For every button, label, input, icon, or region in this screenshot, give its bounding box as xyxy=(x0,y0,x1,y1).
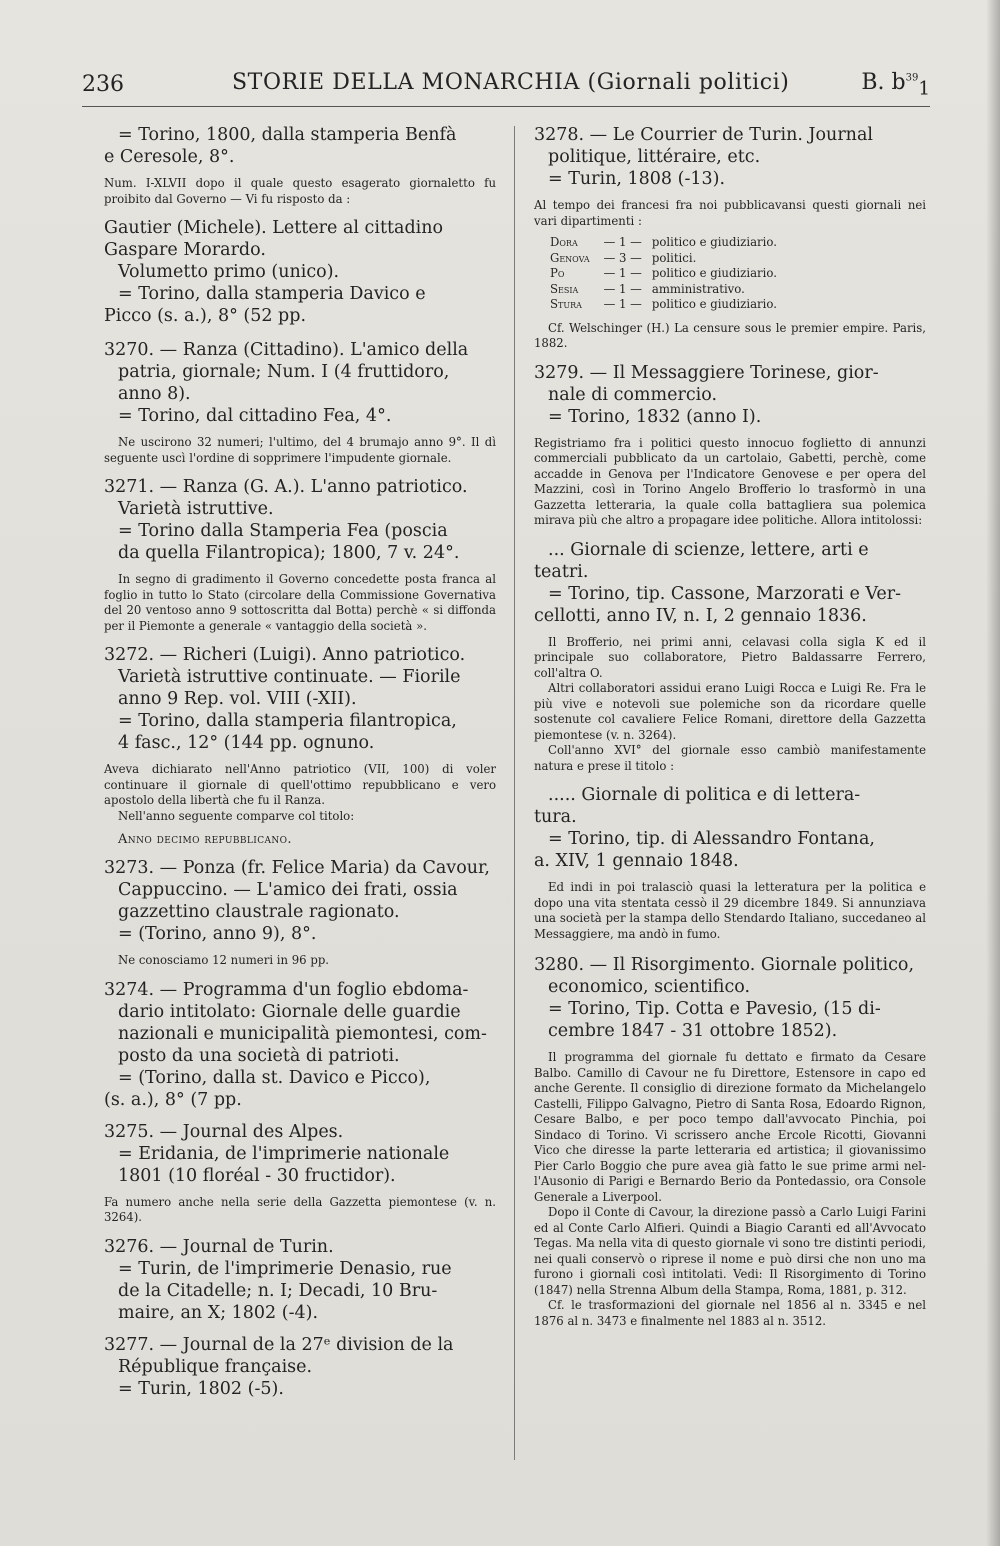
imprint-line: = Torino, Tip. Cotta e Pavesio, (15 di- xyxy=(548,999,881,1019)
note: Al tempo dei francesi fra noi pubblicavansi questi giornali nei vari dipartimenti : xyxy=(534,198,926,228)
entry-line: teatri. xyxy=(534,561,589,582)
signature-superscript: 39 xyxy=(905,72,919,84)
note: Nell'anno seguente comparve col titolo: xyxy=(118,808,355,823)
entry-heading: 3274. — Programma d'un foglio ebdoma- xyxy=(104,979,469,1000)
entry-3275 xyxy=(104,1121,496,1187)
entry-heading: 3275. — Journal des Alpes. xyxy=(104,1121,344,1142)
entry-line: politique, littéraire, etc. xyxy=(548,147,761,167)
department-name: Genova xyxy=(550,250,590,265)
entry-gautier xyxy=(104,217,496,327)
entry-heading: 3276. — Journal de Turin. xyxy=(104,1236,334,1257)
entry-heading: 3271. — Ranza (G. A.). L'anno patriotico. xyxy=(104,477,468,497)
imprint-line: a. XIV, 1 gennaio 1848. xyxy=(534,851,739,871)
entry-3274 xyxy=(104,979,496,1111)
imprint-line: = Torino, dalla stamperia filantropica, xyxy=(118,711,457,731)
imprint-line: = (Torino, dalla st. Davico e Picco), xyxy=(118,1067,431,1088)
entry-heading: 3279. — Il Messaggiere Torinese, gior- xyxy=(534,362,879,383)
note: Il programma del giornale fu dettato e firmato da Cesare Balbo. Camillo di Cavour ne fu Direttore, Estensore in capo ed anche Gerente. Il consiglio di direzione formato da Michelangelo Castelli, Filippo Galvagno, Pietro di Santa Rosa, Edoardo Rignon, Cesare Balbo, e per poco tempo dall'avvocato Pinchia, poi Sindaco di Torino. Vi scrissero anche Ercole Ricotti, Giovanni Vico che diresse la parte letteraria ed artistica; il giovanissimo Pier Carlo Boggio che pure avea già fatto le sue prime armi nel-l'Ausonio di Parigi e Bernardo Berio da Pontedassio, ora Console Generale a Liverpool. xyxy=(534,1050,926,1204)
department-name: Dora xyxy=(550,235,578,249)
entry-3279-sub2 xyxy=(534,784,926,872)
entry-3280 xyxy=(534,954,926,1042)
department-kind: politico e giudiziario. xyxy=(651,266,777,280)
entry-line: ..... Giornale di politica e di lettera- xyxy=(548,785,861,805)
department-row xyxy=(550,251,781,267)
department-row xyxy=(550,235,781,251)
note: Ne conosciamo 12 numeri in 96 pp. xyxy=(118,953,330,967)
entry-3273 xyxy=(104,857,496,945)
entry-line: nale di commercio. xyxy=(548,384,718,405)
entry-heading: 3280. — Il Risorgimento. Giornale politico, xyxy=(534,955,915,975)
header-rule xyxy=(82,106,930,107)
entry-3276 xyxy=(104,1236,496,1324)
entry-line: patria, giornale; Num. I (4 fruttidoro, xyxy=(118,362,450,382)
department-name: Stura xyxy=(550,297,582,311)
imprint-line: cembre 1847 - 31 ottobre 1852). xyxy=(548,1021,838,1041)
subtitle: Anno decimo repubblicano. xyxy=(118,832,292,847)
entry-line: Varietà istruttive continuate. — Fiorile xyxy=(118,667,461,687)
right-column xyxy=(534,124,926,1329)
note: In segno di gradimento il Governo concedette posta franca al foglio in tutto lo Stato (circolare della Commissione Governativa del 20 ventoso anno 9 sottoscritta dal Botta) perchè « si diffonda per il Piemonte a generale « vantaggio della società ». xyxy=(104,572,496,633)
imprint-line: = Torino, tip. di Alessandro Fontana, xyxy=(548,829,875,849)
department-kind: politico e giudiziario. xyxy=(651,297,777,311)
department-kind: politici. xyxy=(651,250,697,265)
imprint-line: = Torino, tip. Cassone, Marzorati e Ver- xyxy=(548,583,902,604)
note-cf: Cf. Welschinger (H.) La censure sous le premier empire. Paris, 1882. xyxy=(534,320,926,350)
imprint-line: = Turin, de l'imprimerie Denasio, rue xyxy=(118,1258,452,1279)
entry-line: anno 8). xyxy=(118,384,191,404)
imprint-line: = Torino, 1800, dalla stamperia Benfà xyxy=(118,125,457,145)
entry-line: Gautier (Michele). Lettere al cittadino xyxy=(104,218,444,238)
entry-3270 xyxy=(104,339,496,427)
imprint-line: (s. a.), 8° (7 pp. xyxy=(104,1089,242,1110)
note: Cf. le trasformazioni del giornale nel 1856 al n. 3345 e nel 1876 al n. 3473 e finalmente nel 1883 al n. 3512. xyxy=(534,1298,926,1328)
imprint-line: 1801 (10 floréal - 30 fructidor). xyxy=(118,1165,396,1186)
entry-line: Varietà istruttive. xyxy=(118,499,274,519)
entry-3277 xyxy=(104,1334,496,1400)
note: Ed indi in poi tralasciò quasi la letteratura per la politica e dopo una vita stentata cessò il 29 dicembre 1849. Si annunziava una società per la stampa dello Stendardo Italiano, succedaneo al Messaggiere, ma andò in fumo. xyxy=(534,880,926,941)
entry-heading: 3277. — Journal de la 27ᵉ division de la xyxy=(104,1334,454,1355)
department-count: — 1 — xyxy=(603,281,642,296)
entry-heading: 3270. — Ranza (Cittadino). L'amico della xyxy=(104,340,469,360)
page-edge-shadow xyxy=(986,0,1000,1546)
imprint-line: = Torino, dal cittadino Fea, 4°. xyxy=(118,406,392,426)
running-header xyxy=(82,68,930,102)
imprint-line: de la Citadelle; n. I; Decadi, 10 Bru- xyxy=(118,1280,438,1301)
entry-line: economico, scientifico. xyxy=(548,977,751,997)
note: Coll'anno XVI° del giornale esso cambiò manifestamente natura e prese il titolo : xyxy=(534,743,926,773)
signature-subscript: 1 xyxy=(918,78,930,100)
department-name: Sesia xyxy=(550,281,579,296)
entry-line: gazzettino claustrale ragionato. xyxy=(118,902,400,922)
entry-line: nazionali e municipalità piemontesi, com- xyxy=(118,1023,487,1044)
imprint-line: = (Torino, anno 9), 8°. xyxy=(118,924,317,944)
note: Aveva dichiarato nell'Anno patriotico (VII, 100) di voler continuare il giornale di quell'ottimo repubblicano e vero apostolo della libertà che fu il Ranza. xyxy=(104,762,496,807)
entry-heading: 3272. — Richeri (Luigi). Anno patriotico. xyxy=(104,645,466,665)
entry-heading: 3273. — Ponza (fr. Felice Maria) da Cavour, xyxy=(104,858,490,878)
department-name: Po xyxy=(550,266,565,280)
entry-line: tura. xyxy=(534,807,577,827)
department-row xyxy=(550,297,781,313)
department-table xyxy=(550,235,781,313)
entry-line: anno 9 Rep. vol. VIII (-XII). xyxy=(118,689,357,709)
note: Registriamo fra i politici questo innocuo foglietto di annunzi commerciali pubblicato da un cartolaio, Gabetti, perchè, come accadde in Genova per l'Indicatore Genovese e per opera del Mazzini, così in Torino Angelo Brofferio lo trasformò in una Gazzetta letteraria, la quale colla battagliera sua polemica mirava più che altro a propagare idee politiche. Allora intitolossi: xyxy=(534,435,926,527)
entry-heading: 3278. — Le Courrier de Turin. Journal xyxy=(534,125,873,145)
signature-text: B. b xyxy=(861,70,906,95)
imprint-line: 4 fasc., 12° (144 pp. ognuno. xyxy=(118,733,375,753)
imprint-line: = Turin, 1802 (-5). xyxy=(118,1378,284,1399)
imprint-line: = Torino, 1832 (anno I). xyxy=(548,406,762,427)
imprint-line: da quella Filantropica); 1800, 7 v. 24°. xyxy=(118,543,460,563)
department-count: — 3 — xyxy=(603,250,642,265)
entry-3278 xyxy=(534,124,926,190)
left-column xyxy=(104,124,496,1400)
entry-line: Cappuccino. — L'amico dei frati, ossia xyxy=(118,880,458,900)
note: Num. I-XLVII dopo il quale questo esagerato giornaletto fu proibito dal Governo — Vi fu risposto da : xyxy=(104,176,496,206)
entry-line: dario intitolato: Giornale delle guardie xyxy=(118,1001,461,1022)
note: Ne uscirono 32 numeri; l'ultimo, del 4 brumajo anno 9°. Il dì seguente uscì l'ordine di sopprimere l'impudente giornale. xyxy=(104,435,496,465)
department-count: — 1 — xyxy=(603,235,642,249)
running-title: STORIE DELLA MONARCHIA (Giornali politici) xyxy=(232,70,790,95)
department-row xyxy=(550,282,781,298)
entry-3279 xyxy=(534,362,926,428)
department-kind: politico e giudiziario. xyxy=(651,235,777,249)
entry-3279-sub xyxy=(534,539,926,627)
department-row xyxy=(550,266,781,282)
page-number: 236 xyxy=(82,72,124,97)
signature-mark xyxy=(861,70,930,99)
entry-3272 xyxy=(104,644,496,754)
imprint-line: Picco (s. a.), 8° (52 pp. xyxy=(104,306,307,326)
imprint-line: maire, an X; 1802 (-4). xyxy=(118,1302,319,1323)
imprint-line: = Eridania, de l'imprimerie nationale xyxy=(118,1143,450,1164)
department-count: — 1 — xyxy=(603,266,642,280)
entry-line: République française. xyxy=(118,1356,313,1377)
entry-line: ... Giornale di scienze, lettere, arti e xyxy=(548,539,869,560)
imprint-line: = Torino, dalla stamperia Davico e xyxy=(118,284,426,304)
imprint-line: e Ceresole, 8°. xyxy=(104,147,235,167)
entry-line: Gaspare Morardo. xyxy=(104,240,266,260)
imprint-line: = Torino dalla Stamperia Fea (poscia xyxy=(118,521,448,541)
imprint-line: = Turin, 1808 (-13). xyxy=(548,169,726,189)
department-count: — 1 — xyxy=(603,297,642,311)
department-kind: amministrativo. xyxy=(651,281,745,296)
column-divider xyxy=(514,126,515,1460)
imprint-line: cellotti, anno IV, n. I, 2 gennaio 1836. xyxy=(534,605,867,626)
entry-3271 xyxy=(104,476,496,564)
note: Altri collaboratori assidui erano Luigi Rocca e Luigi Re. Fra le più vive e notevoli sue polemiche son da ricordare quelle sostenute col cavaliere Felice Romani, direttore della Gazzetta piemontese (v. n. 3264). xyxy=(534,681,926,742)
entry-line: posto da una società di patrioti. xyxy=(118,1045,400,1066)
note: Dopo il Conte di Cavour, la direzione passò a Carlo Luigi Farini ed al Conte Carlo Alfieri. Quindi a Biagio Caranti ed all'Avvocato Tegas. Ma nella vita di questo giornale vi sono tre distinti periodi, nei quali conservò o riprese il nome e può dirsi che non uno ma furono i giornali così intitolati. Vedi: Il Risorgimento di Torino (1847) nella Strenna Album della Stampa, Roma, 1881, p. 312. xyxy=(534,1205,926,1297)
note: Il Brofferio, nei primi anni, celavasi colla sigla K ed il principale suo collaboratore, Pietro Baldassarre Ferrero, coll'altra O. xyxy=(534,634,926,680)
note: Fa numero anche nella serie della Gazzetta piemontese (v. n. 3264). xyxy=(104,1194,496,1224)
entry-line: Volumetto primo (unico). xyxy=(118,262,340,282)
entry-continuation xyxy=(104,124,496,168)
